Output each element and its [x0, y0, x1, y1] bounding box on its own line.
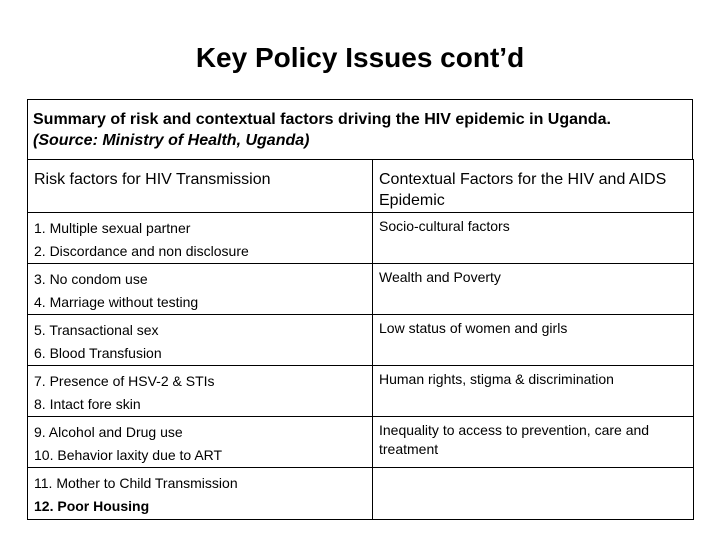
risk-cell — [28, 315, 373, 366]
risk-item: 6. Blood Transfusion — [34, 345, 162, 361]
risk-item: 8. Intact fore skin — [34, 396, 141, 412]
summary-source: (Source: Ministry of Health, Uganda) — [33, 132, 310, 149]
risk-item: 5. Transactional sex — [34, 322, 159, 338]
table-row — [28, 264, 694, 315]
risk-item: 9. Alcohol and Drug use — [34, 424, 183, 440]
risk-item: 10. Behavior laxity due to ART — [34, 447, 223, 463]
summary-text: Summary of risk and contextual factors driving the HIV epidemic in Uganda. — [33, 111, 611, 128]
summary-box — [27, 99, 693, 159]
context-cell: Low status of women and girls — [373, 315, 694, 366]
page-title: Key Policy Issues cont’d — [195, 42, 525, 73]
table-row — [28, 468, 694, 520]
table-row — [28, 366, 694, 417]
risk-item: 1. Multiple sexual partner — [34, 220, 191, 236]
context-cell: Socio-cultural factors — [373, 213, 694, 264]
risk-cell — [28, 366, 373, 417]
context-cell-empty — [373, 468, 694, 520]
risk-item: 11. Mother to Child Transmission — [34, 475, 238, 491]
risk-item: 7. Presence of HSV-2 & STIs — [34, 373, 215, 389]
header-risk-factors: Risk factors for HIV Transmission — [28, 160, 373, 213]
risk-factors-table — [27, 159, 694, 520]
risk-item: 3. No condom use — [34, 271, 148, 287]
risk-item: 2. Discordance and non disclosure — [34, 243, 249, 259]
table-header-row — [28, 160, 694, 213]
table-row — [28, 315, 694, 366]
risk-cell — [28, 213, 373, 264]
risk-cell — [28, 417, 373, 468]
context-cell: Inequality to access to prevention, care and treatment — [373, 417, 694, 468]
table-row — [28, 417, 694, 468]
header-contextual-factors: Contextual Factors for the HIV and AIDS Epidemic — [373, 160, 694, 213]
risk-cell — [28, 468, 373, 520]
risk-item: 12. Poor Housing — [34, 498, 150, 514]
context-cell: Wealth and Poverty — [373, 264, 694, 315]
risk-cell — [28, 264, 373, 315]
risk-item: 4. Marriage without testing — [34, 294, 199, 310]
context-cell: Human rights, stigma & discrimination — [373, 366, 694, 417]
table-row — [28, 213, 694, 264]
